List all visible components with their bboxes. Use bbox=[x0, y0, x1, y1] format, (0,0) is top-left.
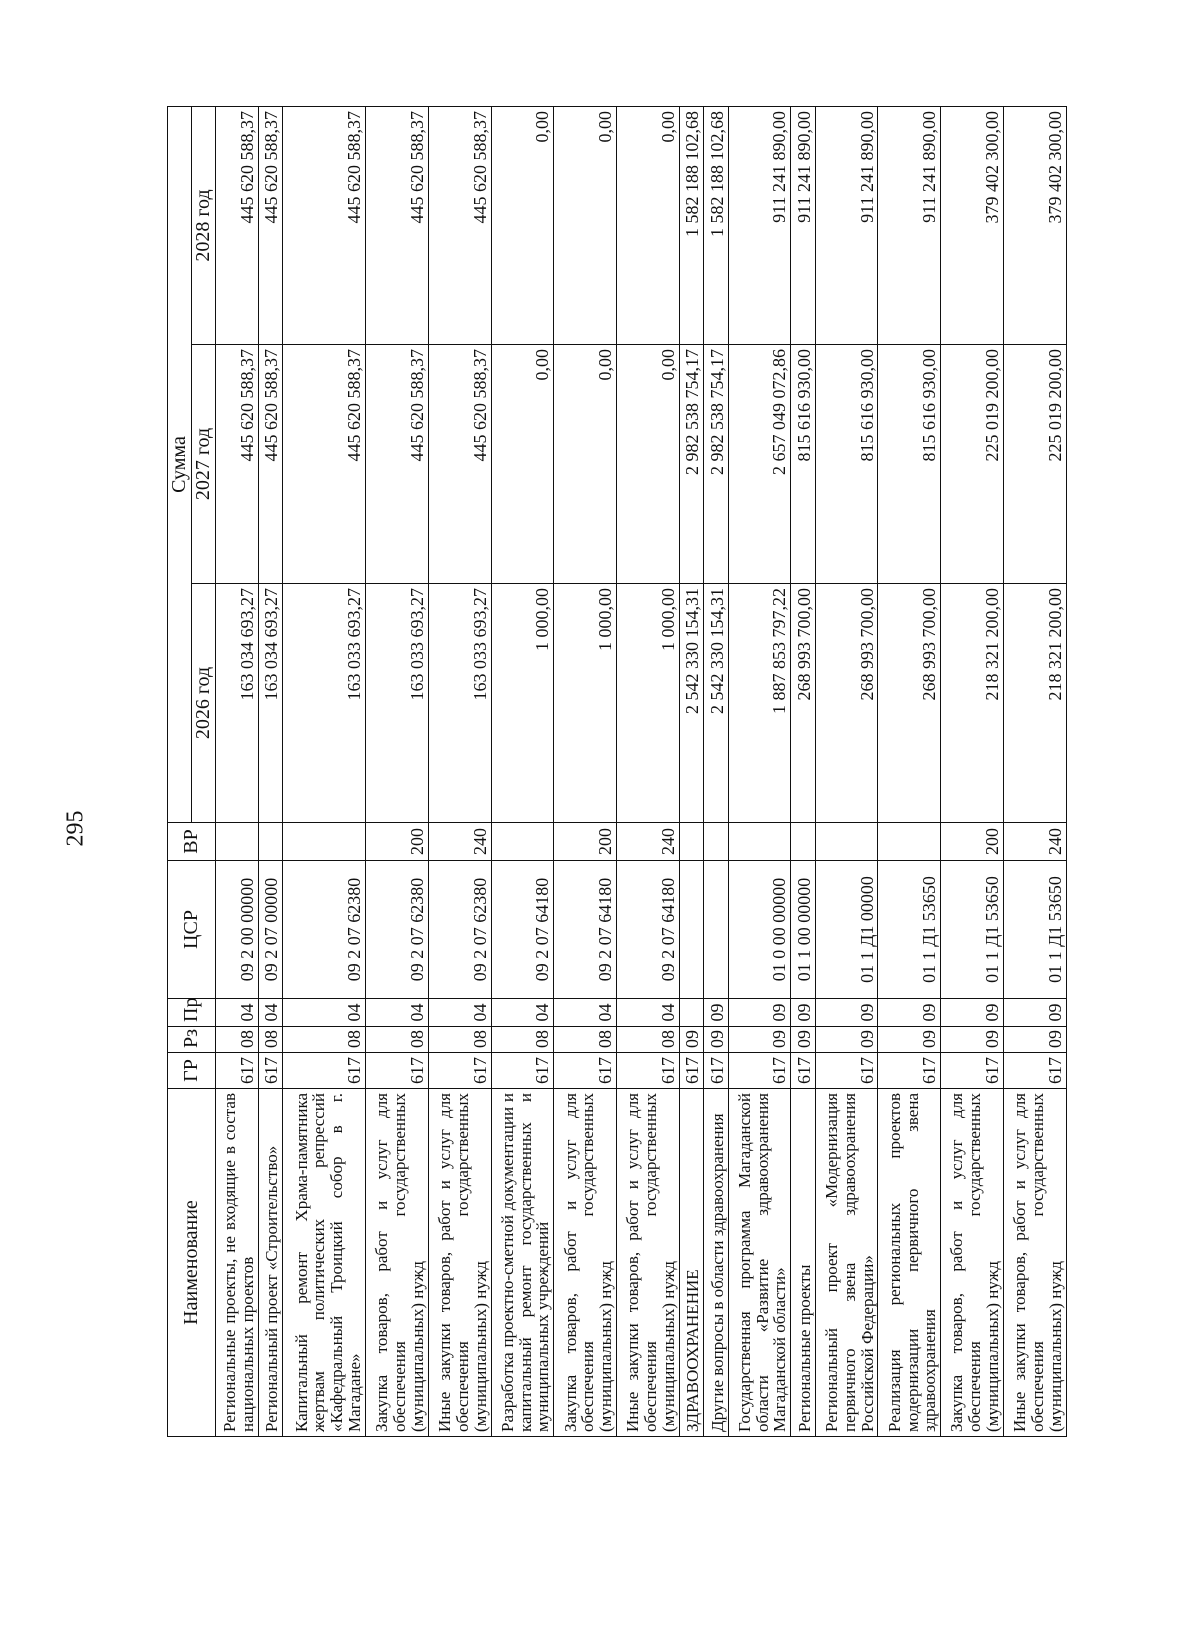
row-rz: 09 bbox=[704, 1027, 728, 1053]
row-pr: 04 bbox=[365, 999, 428, 1027]
row-name: Разработка проектно-сметной документации и капитальный ремонт государственных и муниципальных учреждений bbox=[491, 1089, 554, 1437]
row-name: Другие вопросы в области здравоохранения bbox=[704, 1089, 728, 1437]
row-pr: 09 bbox=[791, 999, 815, 1027]
row-2028: 911 241 890,00 bbox=[878, 106, 941, 344]
row-gr: 617 bbox=[617, 1053, 680, 1089]
row-2026: 268 993 700,00 bbox=[815, 584, 878, 823]
header-rz: Рз bbox=[168, 1027, 216, 1053]
row-rz: 08 bbox=[283, 1027, 366, 1053]
table-row bbox=[617, 106, 680, 1436]
row-pr: 09 bbox=[815, 999, 878, 1027]
row-gr: 617 bbox=[1004, 1053, 1067, 1089]
row-2026: 1 000,00 bbox=[491, 584, 554, 823]
row-csr: 09 2 07 64180 bbox=[491, 861, 554, 999]
row-csr: 01 1 Д1 53650 bbox=[1004, 861, 1067, 999]
row-2027: 2 657 049 072,86 bbox=[728, 345, 791, 584]
row-rz: 08 bbox=[258, 1027, 282, 1053]
row-csr: 09 2 07 00000 bbox=[258, 861, 282, 999]
row-gr: 617 bbox=[704, 1053, 728, 1089]
row-vr: 240 bbox=[1004, 823, 1067, 861]
header-gr: ГР bbox=[168, 1053, 216, 1089]
row-2028: 911 241 890,00 bbox=[815, 106, 878, 344]
row-vr: 240 bbox=[617, 823, 680, 861]
row-gr: 617 bbox=[878, 1053, 941, 1089]
table-body bbox=[216, 106, 1067, 1436]
row-2026: 1 000,00 bbox=[554, 584, 617, 823]
row-csr: 09 2 07 62380 bbox=[428, 861, 491, 999]
row-2027: 815 616 930,00 bbox=[878, 345, 941, 584]
row-pr: 04 bbox=[428, 999, 491, 1027]
row-gr: 617 bbox=[791, 1053, 815, 1089]
row-2027: 815 616 930,00 bbox=[791, 345, 815, 584]
row-pr: 09 bbox=[941, 999, 1004, 1027]
row-name: Закупка товаров, работ и услуг для обеспечения государственных (муниципальных) нужд bbox=[365, 1089, 428, 1437]
row-name: Региональный проект «Строительство» bbox=[258, 1089, 282, 1437]
table-row bbox=[258, 106, 282, 1436]
row-2027: 445 620 588,37 bbox=[216, 345, 259, 584]
row-csr: 09 2 00 00000 bbox=[216, 861, 259, 999]
row-2027: 445 620 588,37 bbox=[428, 345, 491, 584]
row-csr: 09 2 07 64180 bbox=[554, 861, 617, 999]
header-name: Наименование bbox=[168, 1089, 216, 1437]
table-row bbox=[679, 106, 703, 1436]
row-pr bbox=[679, 999, 703, 1027]
row-name: Региональные проекты bbox=[791, 1089, 815, 1437]
row-2026: 163 033 693,27 bbox=[283, 584, 366, 823]
row-2028: 1 582 188 102,68 bbox=[704, 106, 728, 344]
row-gr: 617 bbox=[554, 1053, 617, 1089]
row-2027: 2 982 538 754,17 bbox=[679, 345, 703, 584]
row-name: Закупка товаров, работ и услуг для обеспечения государственных (муниципальных) нужд bbox=[554, 1089, 617, 1437]
row-csr bbox=[679, 861, 703, 999]
row-gr: 617 bbox=[216, 1053, 259, 1089]
row-gr: 617 bbox=[815, 1053, 878, 1089]
row-rz: 09 bbox=[815, 1027, 878, 1053]
row-2028: 379 402 300,00 bbox=[941, 106, 1004, 344]
row-vr bbox=[491, 823, 554, 861]
row-2028: 379 402 300,00 bbox=[1004, 106, 1067, 344]
row-2027: 2 982 538 754,17 bbox=[704, 345, 728, 584]
table-row bbox=[878, 106, 941, 1436]
row-vr bbox=[878, 823, 941, 861]
row-2026: 218 321 200,00 bbox=[1004, 584, 1067, 823]
row-2028: 0,00 bbox=[554, 106, 617, 344]
header-pr: Пр bbox=[168, 999, 216, 1027]
row-pr: 04 bbox=[258, 999, 282, 1027]
row-vr bbox=[216, 823, 259, 861]
row-pr: 04 bbox=[283, 999, 366, 1027]
row-2028: 445 620 588,37 bbox=[428, 106, 491, 344]
row-csr: 09 2 07 64180 bbox=[617, 861, 680, 999]
header-row-1 bbox=[168, 106, 192, 1436]
row-vr: 240 bbox=[428, 823, 491, 861]
row-2026: 1 000,00 bbox=[617, 584, 680, 823]
table-row bbox=[491, 106, 554, 1436]
row-vr bbox=[815, 823, 878, 861]
row-pr: 04 bbox=[554, 999, 617, 1027]
row-gr: 617 bbox=[428, 1053, 491, 1089]
row-name: Иные закупки товаров, работ и услуг для обеспечения государственных (муниципальных) нужд bbox=[617, 1089, 680, 1437]
row-2027: 0,00 bbox=[617, 345, 680, 584]
row-rz: 08 bbox=[491, 1027, 554, 1053]
row-gr: 617 bbox=[258, 1053, 282, 1089]
row-2028: 445 620 588,37 bbox=[216, 106, 259, 344]
rotated-table-container bbox=[167, 107, 1067, 1437]
row-vr bbox=[258, 823, 282, 861]
row-csr: 01 1 Д1 53650 bbox=[878, 861, 941, 999]
row-csr: 01 1 Д1 53650 bbox=[941, 861, 1004, 999]
row-vr bbox=[679, 823, 703, 861]
row-name: Региональный проект «Модернизация первичного звена здравоохранения Российской Федерации» bbox=[815, 1089, 878, 1437]
row-vr: 200 bbox=[554, 823, 617, 861]
row-2026: 163 033 693,27 bbox=[365, 584, 428, 823]
row-pr: 09 bbox=[704, 999, 728, 1027]
table-row bbox=[428, 106, 491, 1436]
row-2028: 911 241 890,00 bbox=[791, 106, 815, 344]
row-2027: 445 620 588,37 bbox=[283, 345, 366, 584]
row-vr bbox=[283, 823, 366, 861]
header-year-2028: 2028 год bbox=[192, 106, 216, 344]
row-2027: 445 620 588,37 bbox=[365, 345, 428, 584]
table-row bbox=[365, 106, 428, 1436]
row-pr: 04 bbox=[617, 999, 680, 1027]
row-2027: 0,00 bbox=[491, 345, 554, 584]
row-vr bbox=[704, 823, 728, 861]
row-csr: 09 2 07 62380 bbox=[365, 861, 428, 999]
row-csr: 09 2 07 62380 bbox=[283, 861, 366, 999]
row-rz: 09 bbox=[1004, 1027, 1067, 1053]
row-gr: 617 bbox=[491, 1053, 554, 1089]
row-2026: 163 034 693,27 bbox=[258, 584, 282, 823]
row-rz: 08 bbox=[365, 1027, 428, 1053]
row-2026: 163 034 693,27 bbox=[216, 584, 259, 823]
row-csr: 01 1 00 00000 bbox=[791, 861, 815, 999]
row-rz: 08 bbox=[554, 1027, 617, 1053]
table-row bbox=[1004, 106, 1067, 1436]
row-pr: 09 bbox=[728, 999, 791, 1027]
row-pr: 09 bbox=[878, 999, 941, 1027]
table-row bbox=[216, 106, 259, 1436]
row-name: Государственная программа Магаданской области «Развитие здравоохранения Магаданской области» bbox=[728, 1089, 791, 1437]
table-row bbox=[283, 106, 366, 1436]
row-2027: 0,00 bbox=[554, 345, 617, 584]
row-rz: 09 bbox=[878, 1027, 941, 1053]
row-gr: 617 bbox=[365, 1053, 428, 1089]
budget-table bbox=[167, 106, 1067, 1437]
row-name: Капитальный ремонт Храма-памятника жертвам политических репрессий «Кафедральный Троицкий собор в г. Магадане» bbox=[283, 1089, 366, 1437]
row-2026: 163 033 693,27 bbox=[428, 584, 491, 823]
header-sum: Сумма bbox=[168, 106, 192, 822]
page-number: 295 bbox=[62, 810, 89, 847]
row-rz: 09 bbox=[791, 1027, 815, 1053]
row-gr: 617 bbox=[941, 1053, 1004, 1089]
row-2028: 445 620 588,37 bbox=[365, 106, 428, 344]
row-2026: 268 993 700,00 bbox=[878, 584, 941, 823]
row-rz: 09 bbox=[941, 1027, 1004, 1053]
row-2026: 1 887 853 797,22 bbox=[728, 584, 791, 823]
row-2026: 268 993 700,00 bbox=[791, 584, 815, 823]
row-name: Реализация региональных проектов модернизации первичного звена здравоохранения bbox=[878, 1089, 941, 1437]
row-csr: 01 0 00 00000 bbox=[728, 861, 791, 999]
row-name: Иные закупки товаров, работ и услуг для обеспечения государственных (муниципальных) нужд bbox=[1004, 1089, 1067, 1437]
row-2028: 445 620 588,37 bbox=[258, 106, 282, 344]
row-vr bbox=[791, 823, 815, 861]
row-rz: 09 bbox=[679, 1027, 703, 1053]
row-csr: 01 1 Д1 00000 bbox=[815, 861, 878, 999]
table-row bbox=[554, 106, 617, 1436]
table-row bbox=[728, 106, 791, 1436]
row-2028: 0,00 bbox=[491, 106, 554, 344]
row-rz: 09 bbox=[728, 1027, 791, 1053]
row-csr bbox=[704, 861, 728, 999]
row-pr: 04 bbox=[216, 999, 259, 1027]
row-rz: 08 bbox=[216, 1027, 259, 1053]
row-2027: 225 019 200,00 bbox=[941, 345, 1004, 584]
row-2027: 815 616 930,00 bbox=[815, 345, 878, 584]
row-2028: 911 241 890,00 bbox=[728, 106, 791, 344]
header-vr: ВР bbox=[168, 823, 216, 861]
header-csr: ЦСР bbox=[168, 861, 216, 999]
row-2028: 1 582 188 102,68 bbox=[679, 106, 703, 344]
row-name: Региональные проекты, не входящие в состав национальных проектов bbox=[216, 1089, 259, 1437]
row-gr: 617 bbox=[728, 1053, 791, 1089]
row-name: ЗДРАВООХРАНЕНИЕ bbox=[679, 1089, 703, 1437]
row-pr: 09 bbox=[1004, 999, 1067, 1027]
header-year-2026: 2026 год bbox=[192, 584, 216, 823]
row-vr: 200 bbox=[365, 823, 428, 861]
row-2026: 2 542 330 154,31 bbox=[679, 584, 703, 823]
row-2028: 445 620 588,37 bbox=[283, 106, 366, 344]
row-name: Закупка товаров, работ и услуг для обеспечения государственных (муниципальных) нужд bbox=[941, 1089, 1004, 1437]
row-pr: 04 bbox=[491, 999, 554, 1027]
table-row bbox=[815, 106, 878, 1436]
row-2027: 225 019 200,00 bbox=[1004, 345, 1067, 584]
table-row bbox=[941, 106, 1004, 1436]
table-row bbox=[704, 106, 728, 1436]
row-2026: 218 321 200,00 bbox=[941, 584, 1004, 823]
row-gr: 617 bbox=[679, 1053, 703, 1089]
row-vr bbox=[728, 823, 791, 861]
row-gr: 617 bbox=[283, 1053, 366, 1089]
header-year-2027: 2027 год bbox=[192, 345, 216, 584]
row-2026: 2 542 330 154,31 bbox=[704, 584, 728, 823]
row-rz: 08 bbox=[428, 1027, 491, 1053]
row-2027: 445 620 588,37 bbox=[258, 345, 282, 584]
row-name: Иные закупки товаров, работ и услуг для обеспечения государственных (муниципальных) нужд bbox=[428, 1089, 491, 1437]
row-2028: 0,00 bbox=[617, 106, 680, 344]
row-rz: 08 bbox=[617, 1027, 680, 1053]
row-vr: 200 bbox=[941, 823, 1004, 861]
table-row bbox=[791, 106, 815, 1436]
